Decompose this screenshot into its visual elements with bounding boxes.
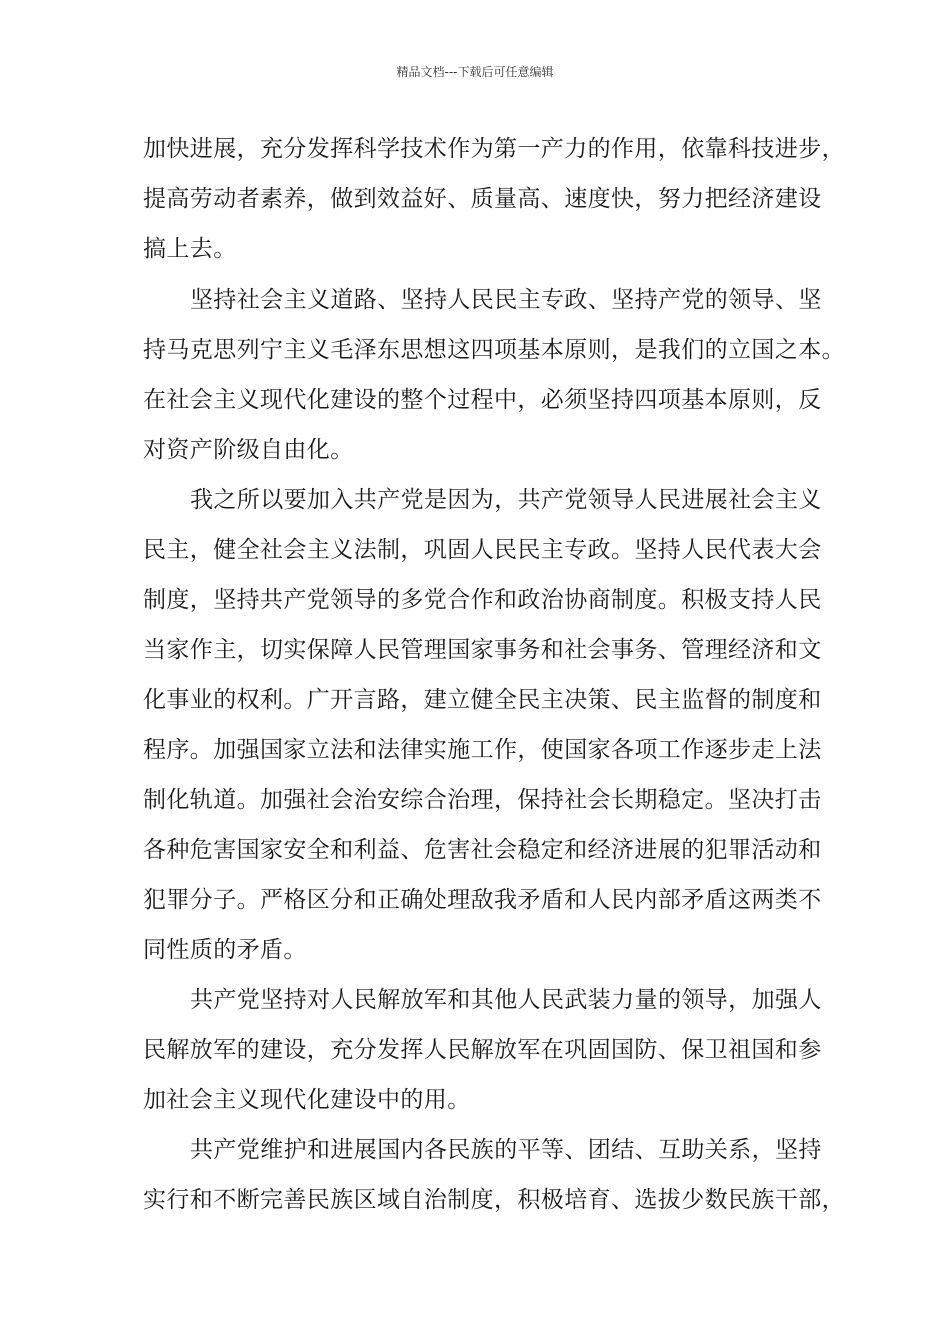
text-line: 搞上去。 <box>143 236 237 262</box>
text-line: 各种危害国家安全和利益、危害社会稳定和经济进展的犯罪活动和 <box>143 837 822 863</box>
text-line: 我之所以要加入共产党是因为，共产党领导人民进展社会主义 <box>190 487 822 513</box>
text-line: 共产党坚持对人民解放军和其他人民武装力量的领导，加强人 <box>190 987 822 1013</box>
text-line: 实行和不断完善民族区域自治制度，积极培育、选拔少数民族干部， <box>143 1187 845 1213</box>
text-line: 当家作主，切实保障人民管理国家事务和社会事务、管理经济和文 <box>143 637 822 663</box>
text-line: 在社会主义现代化建设的整个过程中，必须坚持四项基本原则，反 <box>143 387 822 413</box>
text-line: 对资产阶级自由化。 <box>143 437 354 463</box>
page-header: 精品文档---下载后可任意编辑 <box>396 65 554 79</box>
text-line: 程序。加强国家立法和法律实施工作，使国家各项工作逐步走上法 <box>143 737 822 763</box>
text-line: 制化轨道。加强社会治安综合治理，保持社会长期稳定。坚决打击 <box>143 787 822 813</box>
text-line: 提高劳动者素养，做到效益好、质量高、速度快，努力把经济建设 <box>143 186 822 212</box>
text-line: 化事业的权利。广开言路，建立健全民主决策、民主监督的制度和 <box>143 687 822 713</box>
text-line: 共产党维护和进展国内各民族的平等、团结、互助关系，坚持 <box>190 1137 822 1163</box>
text-line: 民主，健全社会主义法制，巩固人民民主专政。坚持人民代表大会 <box>143 537 822 563</box>
text-line: 犯罪分子。严格区分和正确处理敌我矛盾和人民内部矛盾这两类不 <box>143 887 822 913</box>
text-line: 民解放军的建设，充分发挥人民解放军在巩固国防、保卫祖国和参 <box>143 1037 822 1063</box>
text-line: 加社会主义现代化建设中的用。 <box>143 1087 471 1113</box>
text-line: 加快进展，充分发挥科学技术作为第一产力的作用，依靠科技进步， <box>143 136 845 162</box>
text-line: 坚持社会主义道路、坚持人民民主专政、坚持产党的领导、坚 <box>190 287 822 313</box>
text-line: 制度，坚持共产党领导的多党合作和政治协商制度。积极支持人民 <box>143 587 822 613</box>
text-line: 同性质的矛盾。 <box>143 937 307 963</box>
text-line: 持马克思列宁主义毛泽东思想这四项基本原则，是我们的立国之本。 <box>143 337 845 363</box>
